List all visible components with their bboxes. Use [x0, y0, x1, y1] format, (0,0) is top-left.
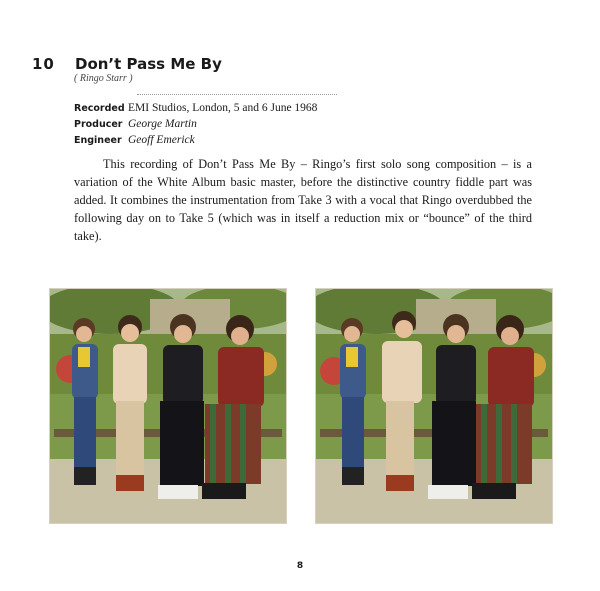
credit-row-recorded — [74, 100, 317, 116]
track-title: Don’t Pass Me By — [75, 55, 222, 73]
page-number: 8 — [296, 561, 304, 571]
credit-row-producer — [74, 116, 317, 132]
band-photo-illustration — [50, 289, 286, 523]
credit-row-engineer — [74, 132, 317, 148]
credit-value: EMI Studios, London, 5 and 6 June 1968 — [128, 102, 318, 114]
band-photo-right — [315, 288, 553, 524]
description-paragraph: This recording of Don’t Pass Me By – Ringo’s first solo song composition – is a variation of the White Album basic master, before the distinctive country fiddle part was added. It combines the instrumentation from Take 3 with a vocal that Ringo overdubbed the following day on to Take 5 (which was in itself a reduction mix or “bounce” of the third take). — [74, 157, 532, 243]
credits-block — [74, 100, 317, 148]
credit-value: George Martin — [128, 118, 197, 130]
credit-label: Producer — [74, 118, 123, 130]
divider-rule — [137, 94, 337, 95]
band-photo-left — [49, 288, 287, 524]
band-photo-illustration — [316, 289, 552, 523]
credit-value: Geoff Emerick — [128, 134, 195, 146]
track-number: 10 — [32, 55, 55, 73]
credit-label: Recorded — [74, 102, 125, 114]
composer-credit: ( Ringo Starr ) — [74, 73, 133, 84]
credit-label: Engineer — [74, 134, 122, 146]
